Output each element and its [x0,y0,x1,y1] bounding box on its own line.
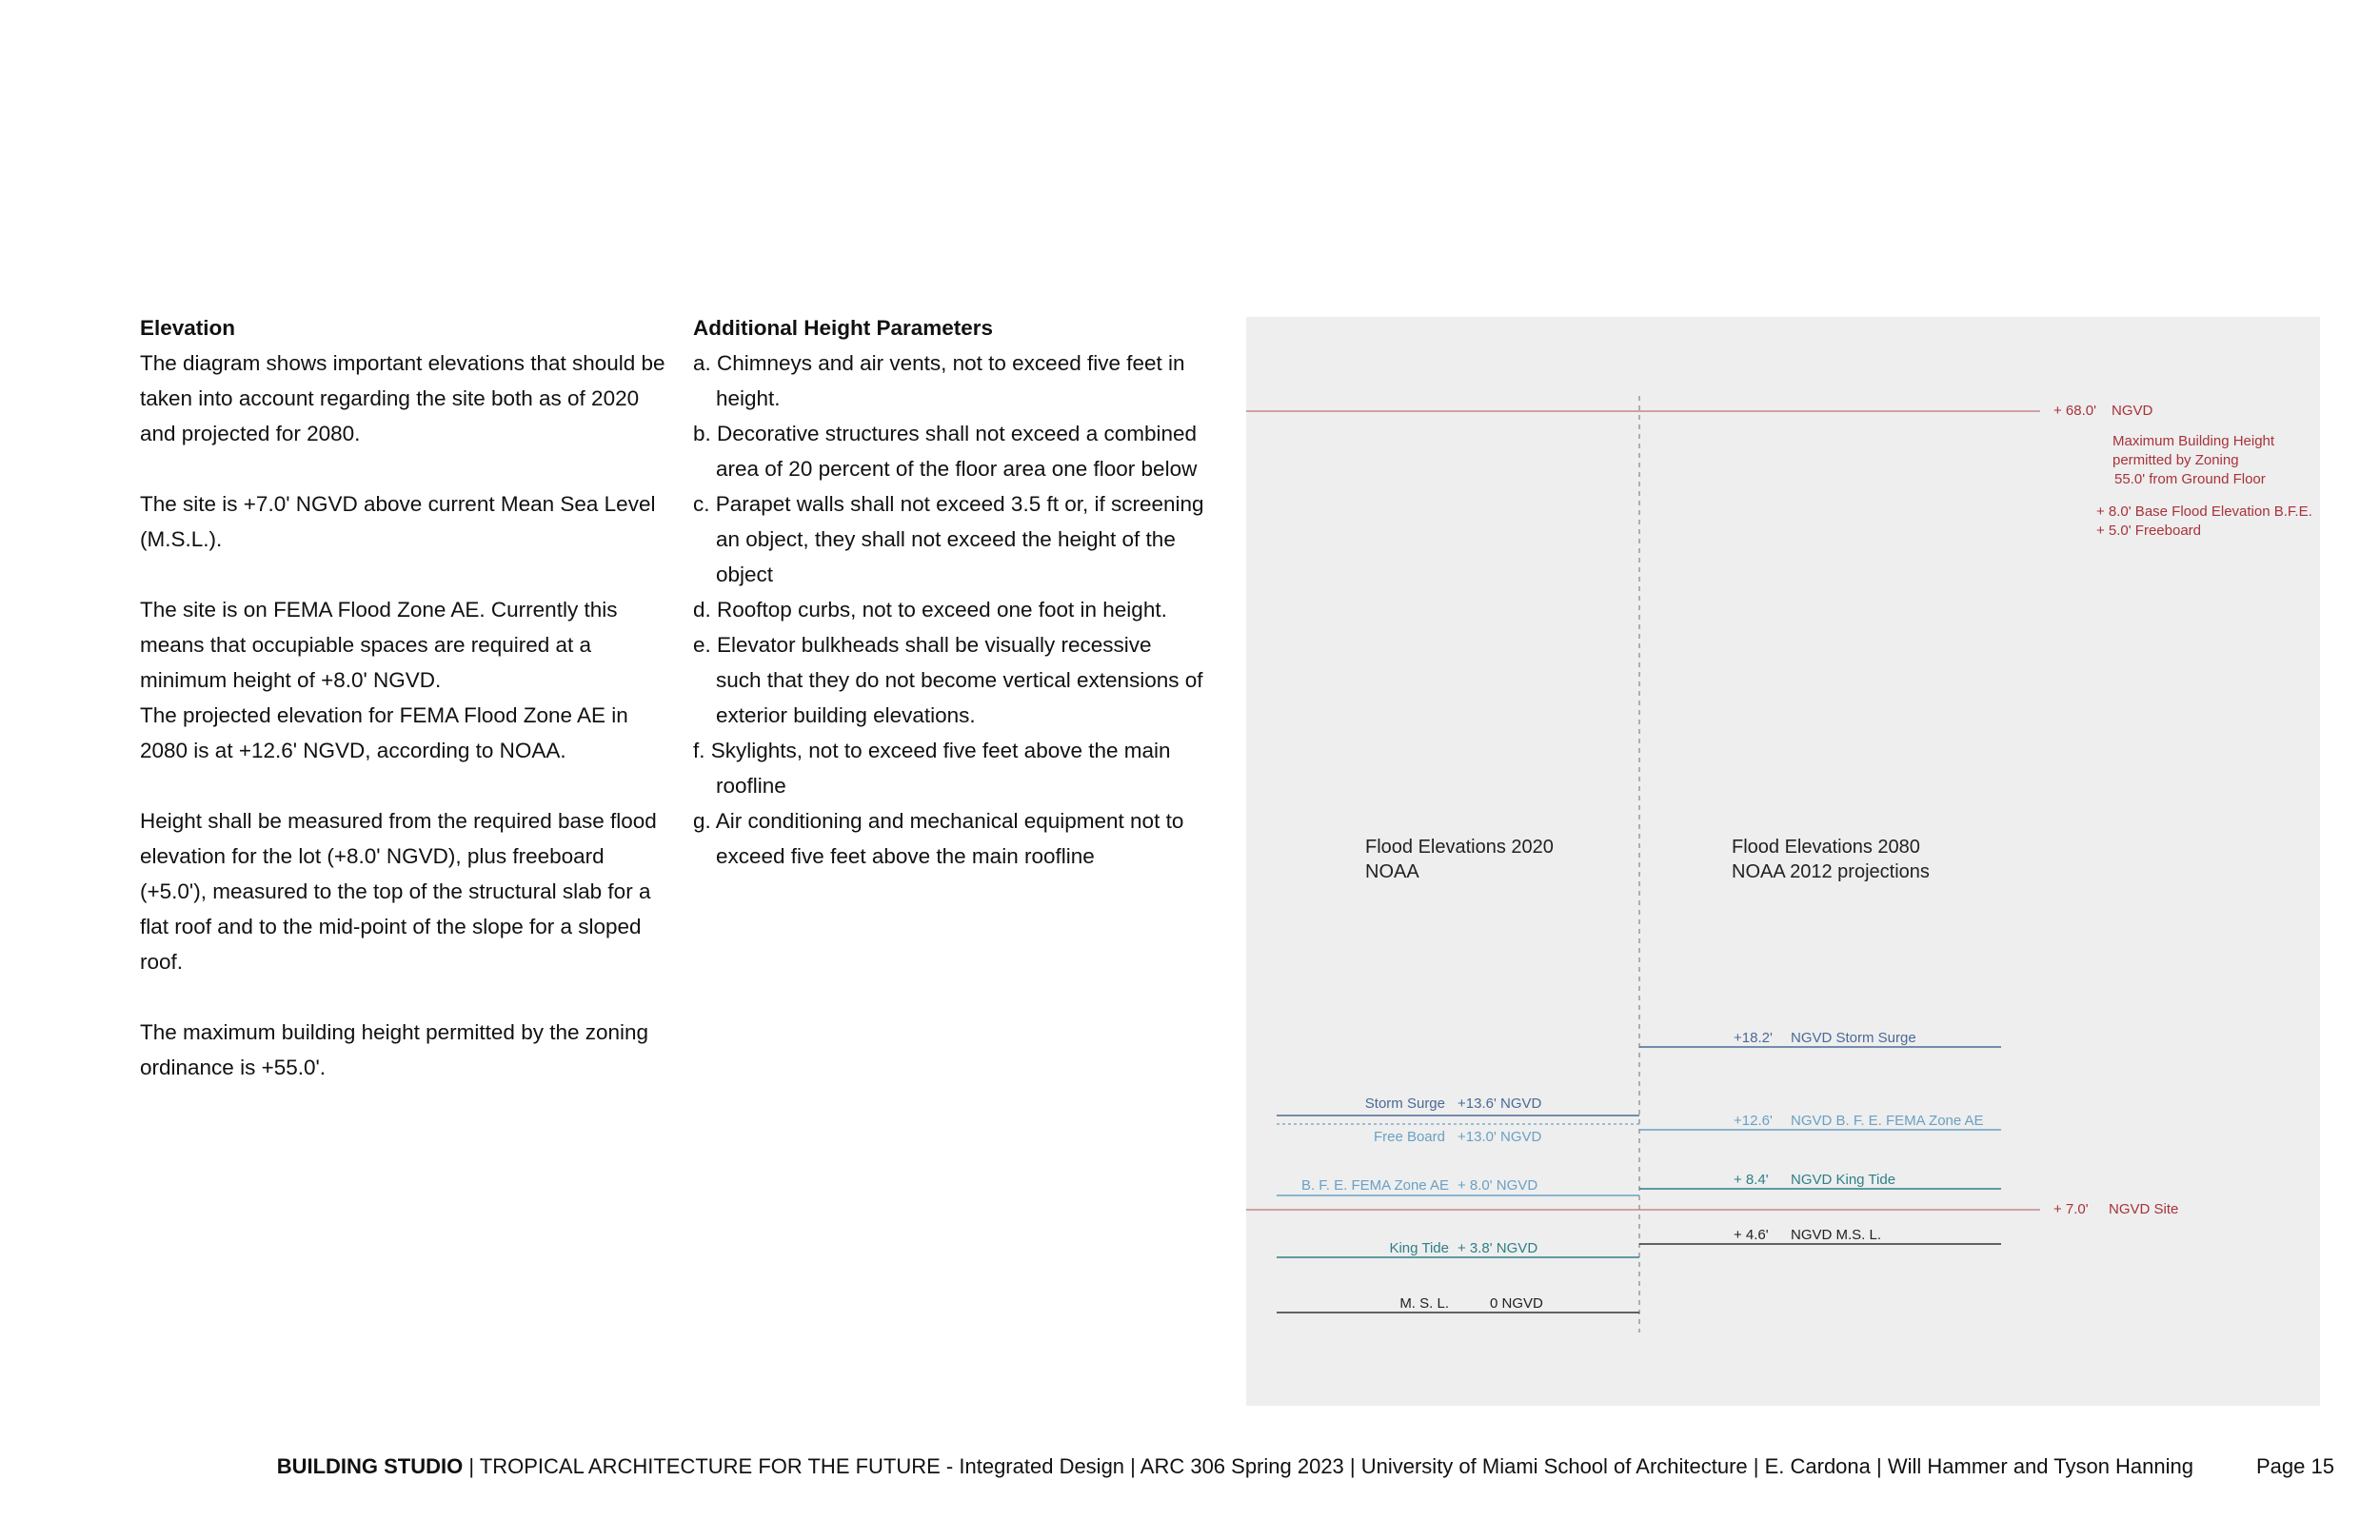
elevation-paragraph-5: Height shall be measured from the required base flood elevation for the lot (+8.0' NGVD), plus freeboard (+5.0'), measured to the top of the structural slab for a flat roof and to the mid-point of the slope for a sloped roof. [140,809,657,974]
footer-credit-text: | TROPICAL ARCHITECTURE FOR THE FUTURE - Integrated Design | ARC 306 Spring 2023 | University of Miami School of Architecture | E. Cardona | Will Hammer and Tyson Hanning [463,1454,2193,1478]
height-parameter-item [693,486,1226,592]
height-parameter-text: c. Parapet walls shall not exceed 3.5 ft or, if screening [693,492,1204,516]
site-unit: NGVD Site [2109,1201,2179,1217]
footer-brand: BUILDING STUDIO [276,1454,464,1478]
elevation-paragraph-3: The site is on FEMA Flood Zone AE. Currently this means that occupiable spaces are required at a minimum height of +8.0' NGVD. [140,598,618,692]
height-parameters-list [693,346,1226,874]
heading-2080-line1: Flood Elevations 2080 [1732,837,1920,858]
level-2020-freeboard-value: +13.0' NGVD [1458,1129,1542,1145]
height-parameter-item [693,416,1226,486]
elevation-paragraph-1: The diagram shows important elevations that should be taken into account regarding the site both as of 2020 and projected for 2080. [140,351,665,445]
level-2020-bfe-name: B. F. E. FEMA Zone AE [1300,1177,1449,1194]
max-height-note-3: 55.0' from Ground Floor [2114,471,2266,487]
height-parameter-continuation: exterior building elevations. [716,703,976,727]
heading-2020-line1: Flood Elevations 2020 [1365,837,1554,858]
height-parameter-text: e. Elevator bulkheads shall be visually recessive [693,633,1152,657]
level-2080-king-tide-value: + 8.4' [1734,1172,1769,1188]
level-2080-bfe-name: NGVD B. F. E. FEMA Zone AE [1791,1113,1984,1129]
height-parameter-item [693,592,1226,627]
height-parameter-text: f. Skylights, not to exceed five feet above the main [693,739,1171,762]
heading-2020-line2: NOAA [1365,861,1419,882]
heading-2080-line2: NOAA 2012 projections [1732,861,1930,882]
height-parameter-continuation: roofline [716,774,786,798]
elevation-paragraph-4: The projected elevation for FEMA Flood Zone AE in 2080 is at +12.6' NGVD, according to NOAA. [140,703,628,762]
site-value: + 7.0' [2053,1201,2089,1217]
level-2020-msl-value: 0 NGVD [1490,1295,1543,1312]
level-2020-storm-surge-value: +13.6' NGVD [1458,1096,1542,1112]
level-2080-bfe-value: +12.6' [1734,1113,1773,1129]
footer-credit [277,1451,2193,1483]
height-parameter-text: g. Air conditioning and mechanical equipment not to [693,809,1184,833]
height-parameter-text: a. Chimneys and air vents, not to exceed five feet in [693,351,1185,375]
level-2080-storm-surge-name: NGVD Storm Surge [1791,1030,1916,1046]
flood-elevation-diagram [1246,317,2320,1406]
height-parameter-continuation: such that they do not become vertical extensions of [716,668,1203,692]
max-height-unit: NGVD [2112,403,2153,419]
level-2080-msl-value: + 4.6' [1734,1227,1769,1243]
height-parameter-text: d. Rooftop curbs, not to exceed one foot in height. [693,598,1167,622]
level-2020-bfe-value: + 8.0' NGVD [1458,1177,1538,1194]
elevation-paragraph-2: The site is +7.0' NGVD above current Mean Sea Level (M.S.L.). [140,492,656,551]
height-parameter-item [693,346,1226,416]
level-2020-king-tide-value: + 3.8' NGVD [1458,1240,1538,1256]
height-parameter-continuation: exceed five feet above the main roofline [716,844,1095,868]
level-2020-msl-name: M. S. L. [1399,1295,1449,1312]
height-parameter-item [693,627,1226,733]
base-flood-note: + 8.0' Base Flood Elevation B.F.E. [2096,503,2312,520]
height-parameter-item [693,803,1226,874]
max-height-value: + 68.0' [2053,403,2096,419]
height-parameter-text: b. Decorative structures shall not exceed a combined [693,422,1198,445]
max-height-note-1: Maximum Building Height [2112,433,2275,449]
elevation-paragraph-6: The maximum building height permitted by the zoning ordinance is +55.0'. [140,1020,649,1079]
level-2020-king-tide-name: King Tide [1389,1240,1449,1256]
level-2080-msl-name: NGVD M.S. L. [1791,1227,1882,1243]
height-parameter-continuation: height. [716,386,781,410]
height-parameter-continuation: object [716,563,774,586]
level-2020-freeboard-name: Free Board [1373,1129,1445,1145]
height-parameters-title: Additional Height Parameters [693,316,994,340]
max-height-note-2: permitted by Zoning [2112,452,2239,468]
elevation-title: Elevation [140,316,236,340]
level-2080-storm-surge-value: +18.2' [1734,1030,1773,1046]
freeboard-note: + 5.0' Freeboard [2096,523,2202,539]
level-2080-king-tide-name: NGVD King Tide [1791,1172,1896,1188]
elevation-column [140,310,673,1085]
height-parameter-continuation: an object, they shall not exceed the height of the [716,527,1176,551]
height-parameter-item [693,733,1226,803]
height-parameter-continuation: area of 20 percent of the floor area one floor below [716,457,1198,481]
page-number: Page 15 [2256,1454,2334,1478]
level-2020-storm-surge-name: Storm Surge [1364,1096,1445,1112]
height-parameters-column [693,310,1226,874]
